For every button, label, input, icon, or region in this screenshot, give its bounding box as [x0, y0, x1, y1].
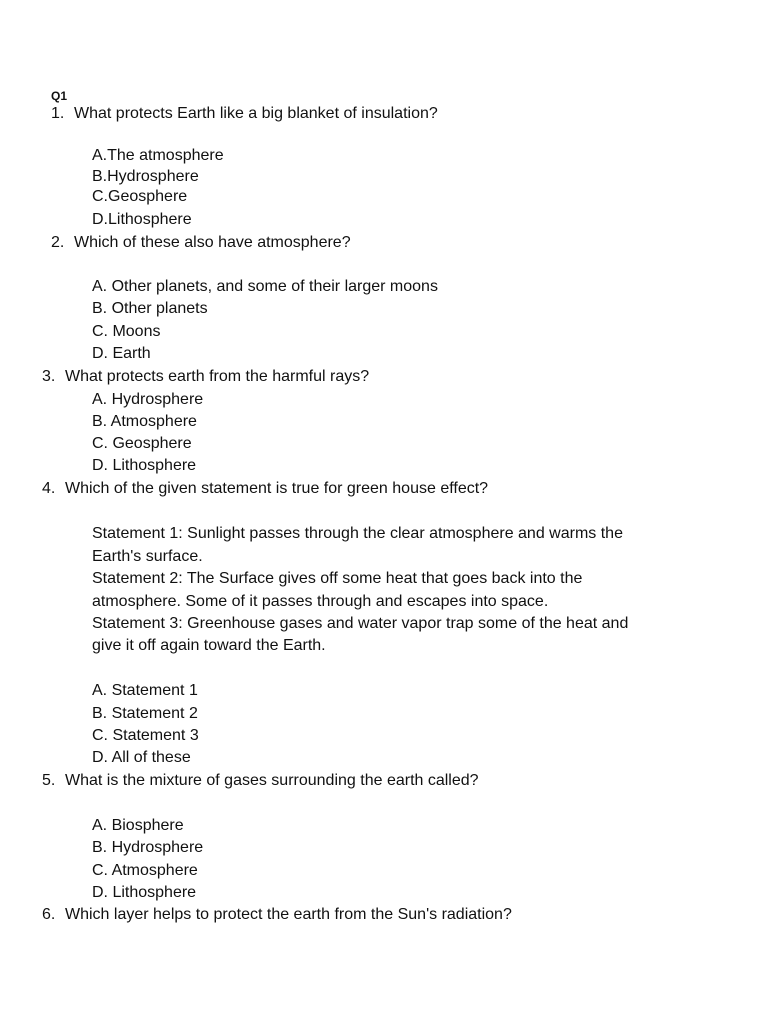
q4-statement-2-line-2: atmosphere. Some of it passes through and escapes into space. — [92, 593, 549, 610]
q2-number: 2. — [51, 234, 65, 251]
q4-option-a: A. Statement 1 — [92, 682, 198, 699]
q1-option-d: D.Lithosphere — [92, 211, 192, 228]
q5-option-a: A. Biosphere — [92, 817, 184, 834]
q4-option-c: C. Statement 3 — [92, 727, 199, 744]
q3-option-d: D. Lithosphere — [92, 457, 197, 474]
q5-option-d: D. Lithosphere — [92, 884, 197, 901]
q2-option-b: B. Other planets — [92, 300, 208, 317]
q3-text: What protects earth from the harmful rays? — [65, 368, 370, 385]
q3-option-c: C. Geosphere — [92, 435, 192, 452]
q3-option-b: B. Atmosphere — [92, 413, 197, 430]
q4-statement-3-line-1: Statement 3: Greenhouse gases and water vapor trap some of the heat and — [92, 615, 629, 632]
q4-statement-1-line-2: Earth's surface. — [92, 548, 203, 565]
q1-option-c: C.Geosphere — [92, 188, 188, 205]
q6-number: 6. — [42, 906, 56, 923]
q1-number: 1. — [51, 105, 65, 122]
q4-option-d: D. All of these — [92, 749, 191, 766]
q2-option-c: C. Moons — [92, 323, 161, 340]
q4-statement-2-line-1: Statement 2: The Surface gives off some heat that goes back into the — [92, 570, 583, 587]
q1-option-b: B.Hydrosphere — [92, 168, 199, 185]
q1-option-a: A.The atmosphere — [92, 147, 224, 164]
q5-text: What is the mixture of gases surrounding the earth called? — [65, 772, 479, 789]
q5-option-b: B. Hydrosphere — [92, 839, 204, 856]
q4-text: Which of the given statement is true for green house effect? — [65, 480, 489, 497]
q2-option-a: A. Other planets, and some of their larger moons — [92, 278, 438, 295]
q1-text: What protects Earth like a big blanket of insulation? — [74, 105, 438, 122]
q5-option-c: C. Atmosphere — [92, 862, 198, 879]
q3-option-a: A. Hydrosphere — [92, 391, 204, 408]
q3-number: 3. — [42, 368, 56, 385]
q2-text: Which of these also have atmosphere? — [74, 234, 351, 251]
q4-option-b: B. Statement 2 — [92, 705, 198, 722]
q4-statement-1-line-1: Statement 1: Sunlight passes through the clear atmosphere and warms the — [92, 525, 623, 542]
q6-text: Which layer helps to protect the earth from the Sun's radiation? — [65, 906, 512, 923]
q5-number: 5. — [42, 772, 56, 789]
q2-option-d: D. Earth — [92, 345, 151, 362]
q4-number: 4. — [42, 480, 56, 497]
q4-statement-3-line-2: give it off again toward the Earth. — [92, 637, 326, 654]
question-group-label: Q1 — [51, 89, 68, 103]
